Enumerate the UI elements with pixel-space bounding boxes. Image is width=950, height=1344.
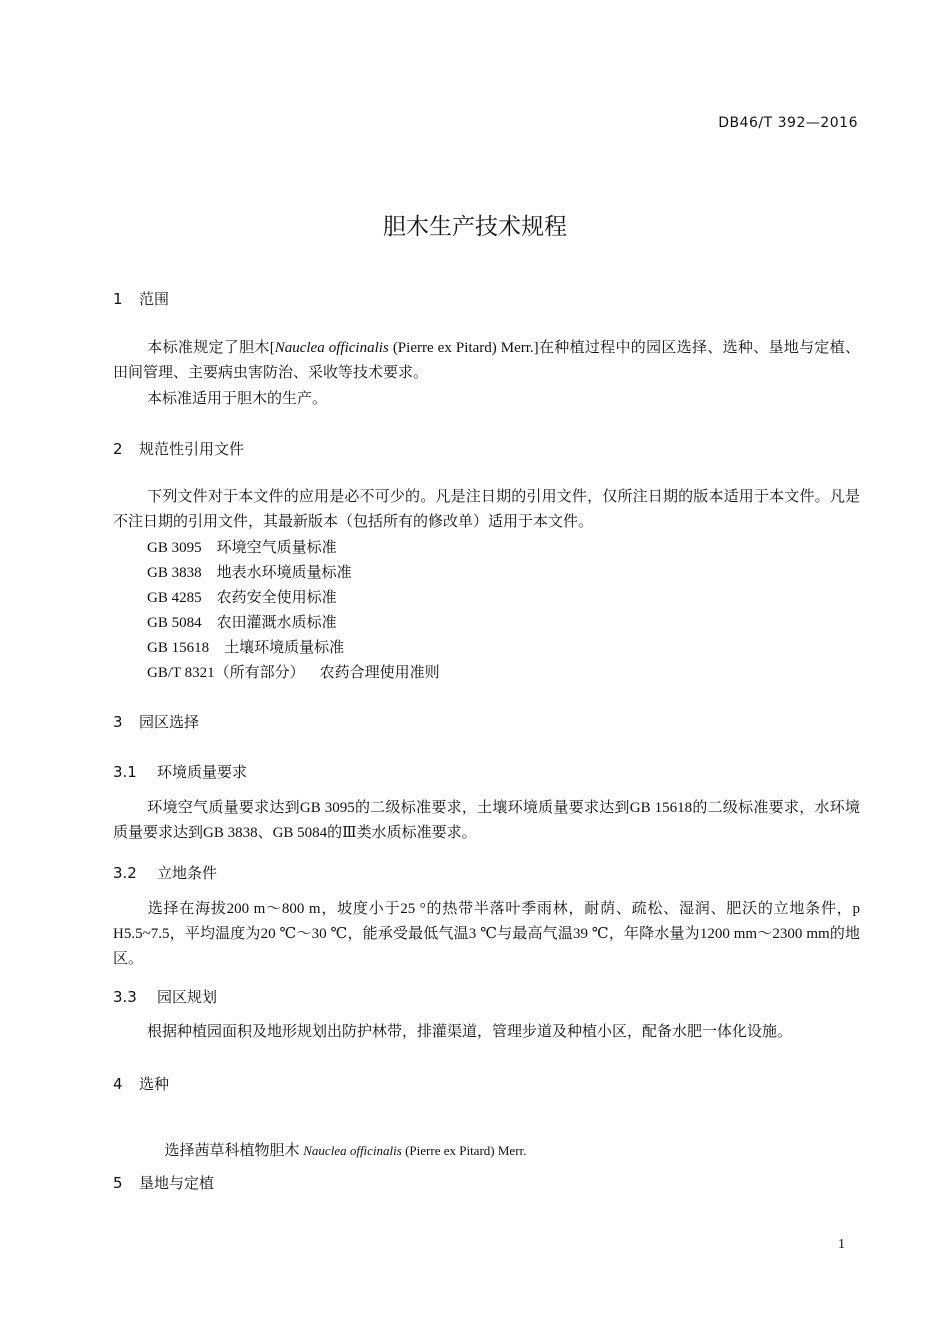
section-3-3-paragraph — [113, 1020, 860, 1045]
page-title: 胆木生产技术规程 — [383, 214, 567, 240]
reference-item: GB 5084 农田灌溉水质标准 — [147, 615, 337, 631]
section-3-3-heading — [113, 986, 217, 1007]
reference-item: GB 3095 环境空气质量标准 — [147, 540, 337, 556]
section-1-paragraph — [113, 336, 860, 386]
section-number: 2 — [113, 440, 123, 458]
page-number: 1 — [838, 1237, 845, 1252]
section-title: 选种 — [139, 1075, 170, 1093]
section-number: 4 — [113, 1075, 123, 1093]
text: (Pierre ex Pitard) Merr. — [401, 1143, 527, 1158]
reference-item: GB 15618 土壤环境质量标准 — [147, 640, 345, 656]
doc-number: DB46/T 392—2016 — [718, 115, 858, 131]
section-title: 园区规划 — [157, 988, 218, 1006]
latin-name: Nauclea officinalis — [303, 1143, 402, 1158]
section-4-paragraph — [157, 1122, 526, 1160]
section-3-heading — [113, 711, 199, 732]
section-5-heading — [113, 1172, 214, 1193]
text: (Pierre ex Pitard) Merr.]在种植过程中的园区选择、选种、垦地与定植、田间管理、主要病虫害防治、采收等技术要求。 — [113, 340, 860, 381]
text: 本标准规定了胆木[ — [147, 340, 275, 356]
text: 选择茜草科植物胆木 — [164, 1143, 304, 1159]
section-number: 5 — [113, 1174, 123, 1192]
text: 下列文件对于本文件的应用是必不可少的。凡是注日期的引用文件，仅所注日期的版本适用于本文件。凡是不注日期的引用文件，其最新版本（包括所有的修改单）适用于本文件。 — [113, 489, 860, 530]
section-1-paragraph-2: 本标准适用于胆木的生产。 — [147, 391, 328, 407]
latin-name: Nauclea officinalis — [274, 340, 389, 356]
section-title: 范围 — [139, 290, 170, 308]
reference-item: GB/T 8321（所有部分） 农药合理使用准则 — [147, 665, 440, 681]
section-3-2-heading — [113, 862, 217, 883]
text: 根据种植园面积及地形规划出防护林带，排灌渠道，管理步道及种植小区，配备水肥一体化设施。 — [147, 1024, 793, 1040]
section-title: 环境质量要求 — [157, 763, 248, 781]
section-3-2-paragraph — [113, 897, 860, 972]
section-3-1-heading — [113, 761, 247, 782]
section-title: 垦地与定植 — [139, 1174, 215, 1192]
section-4-heading — [113, 1073, 169, 1094]
text: 环境空气质量要求达到GB 3095的二级标准要求，土壤环境质量要求达到GB 15618的二级标准要求，水环境质量要求达到GB 3838、GB 5084的Ⅲ类水质标准要求。 — [113, 800, 860, 841]
section-title: 园区选择 — [139, 713, 200, 731]
section-title: 规范性引用文件 — [139, 440, 245, 458]
text: 选择在海拔200 m～800 m，坡度小于25 °的热带半落叶季雨林，耐荫、疏松、湿润、肥沃的立地条件，p H5.5~7.5，平均温度为20 ℃～30 ℃，能承受最低气温3 ℃与最高气温39 ℃，年降水量为1200 mm～2300 mm的地区。 — [113, 901, 860, 967]
section-number: 3 — [113, 713, 123, 731]
section-2-heading — [113, 438, 244, 459]
reference-item: GB 4285 农药安全使用标准 — [147, 590, 337, 606]
section-3-1-paragraph — [113, 796, 860, 846]
section-number: 3.3 — [113, 988, 137, 1006]
section-number: 3.1 — [113, 763, 137, 781]
section-2-paragraph — [113, 485, 860, 535]
section-number: 3.2 — [113, 864, 137, 882]
reference-item: GB 3838 地表水环境质量标准 — [147, 565, 352, 581]
section-title: 立地条件 — [157, 864, 218, 882]
section-number: 1 — [113, 290, 123, 308]
section-1-heading — [113, 288, 169, 309]
